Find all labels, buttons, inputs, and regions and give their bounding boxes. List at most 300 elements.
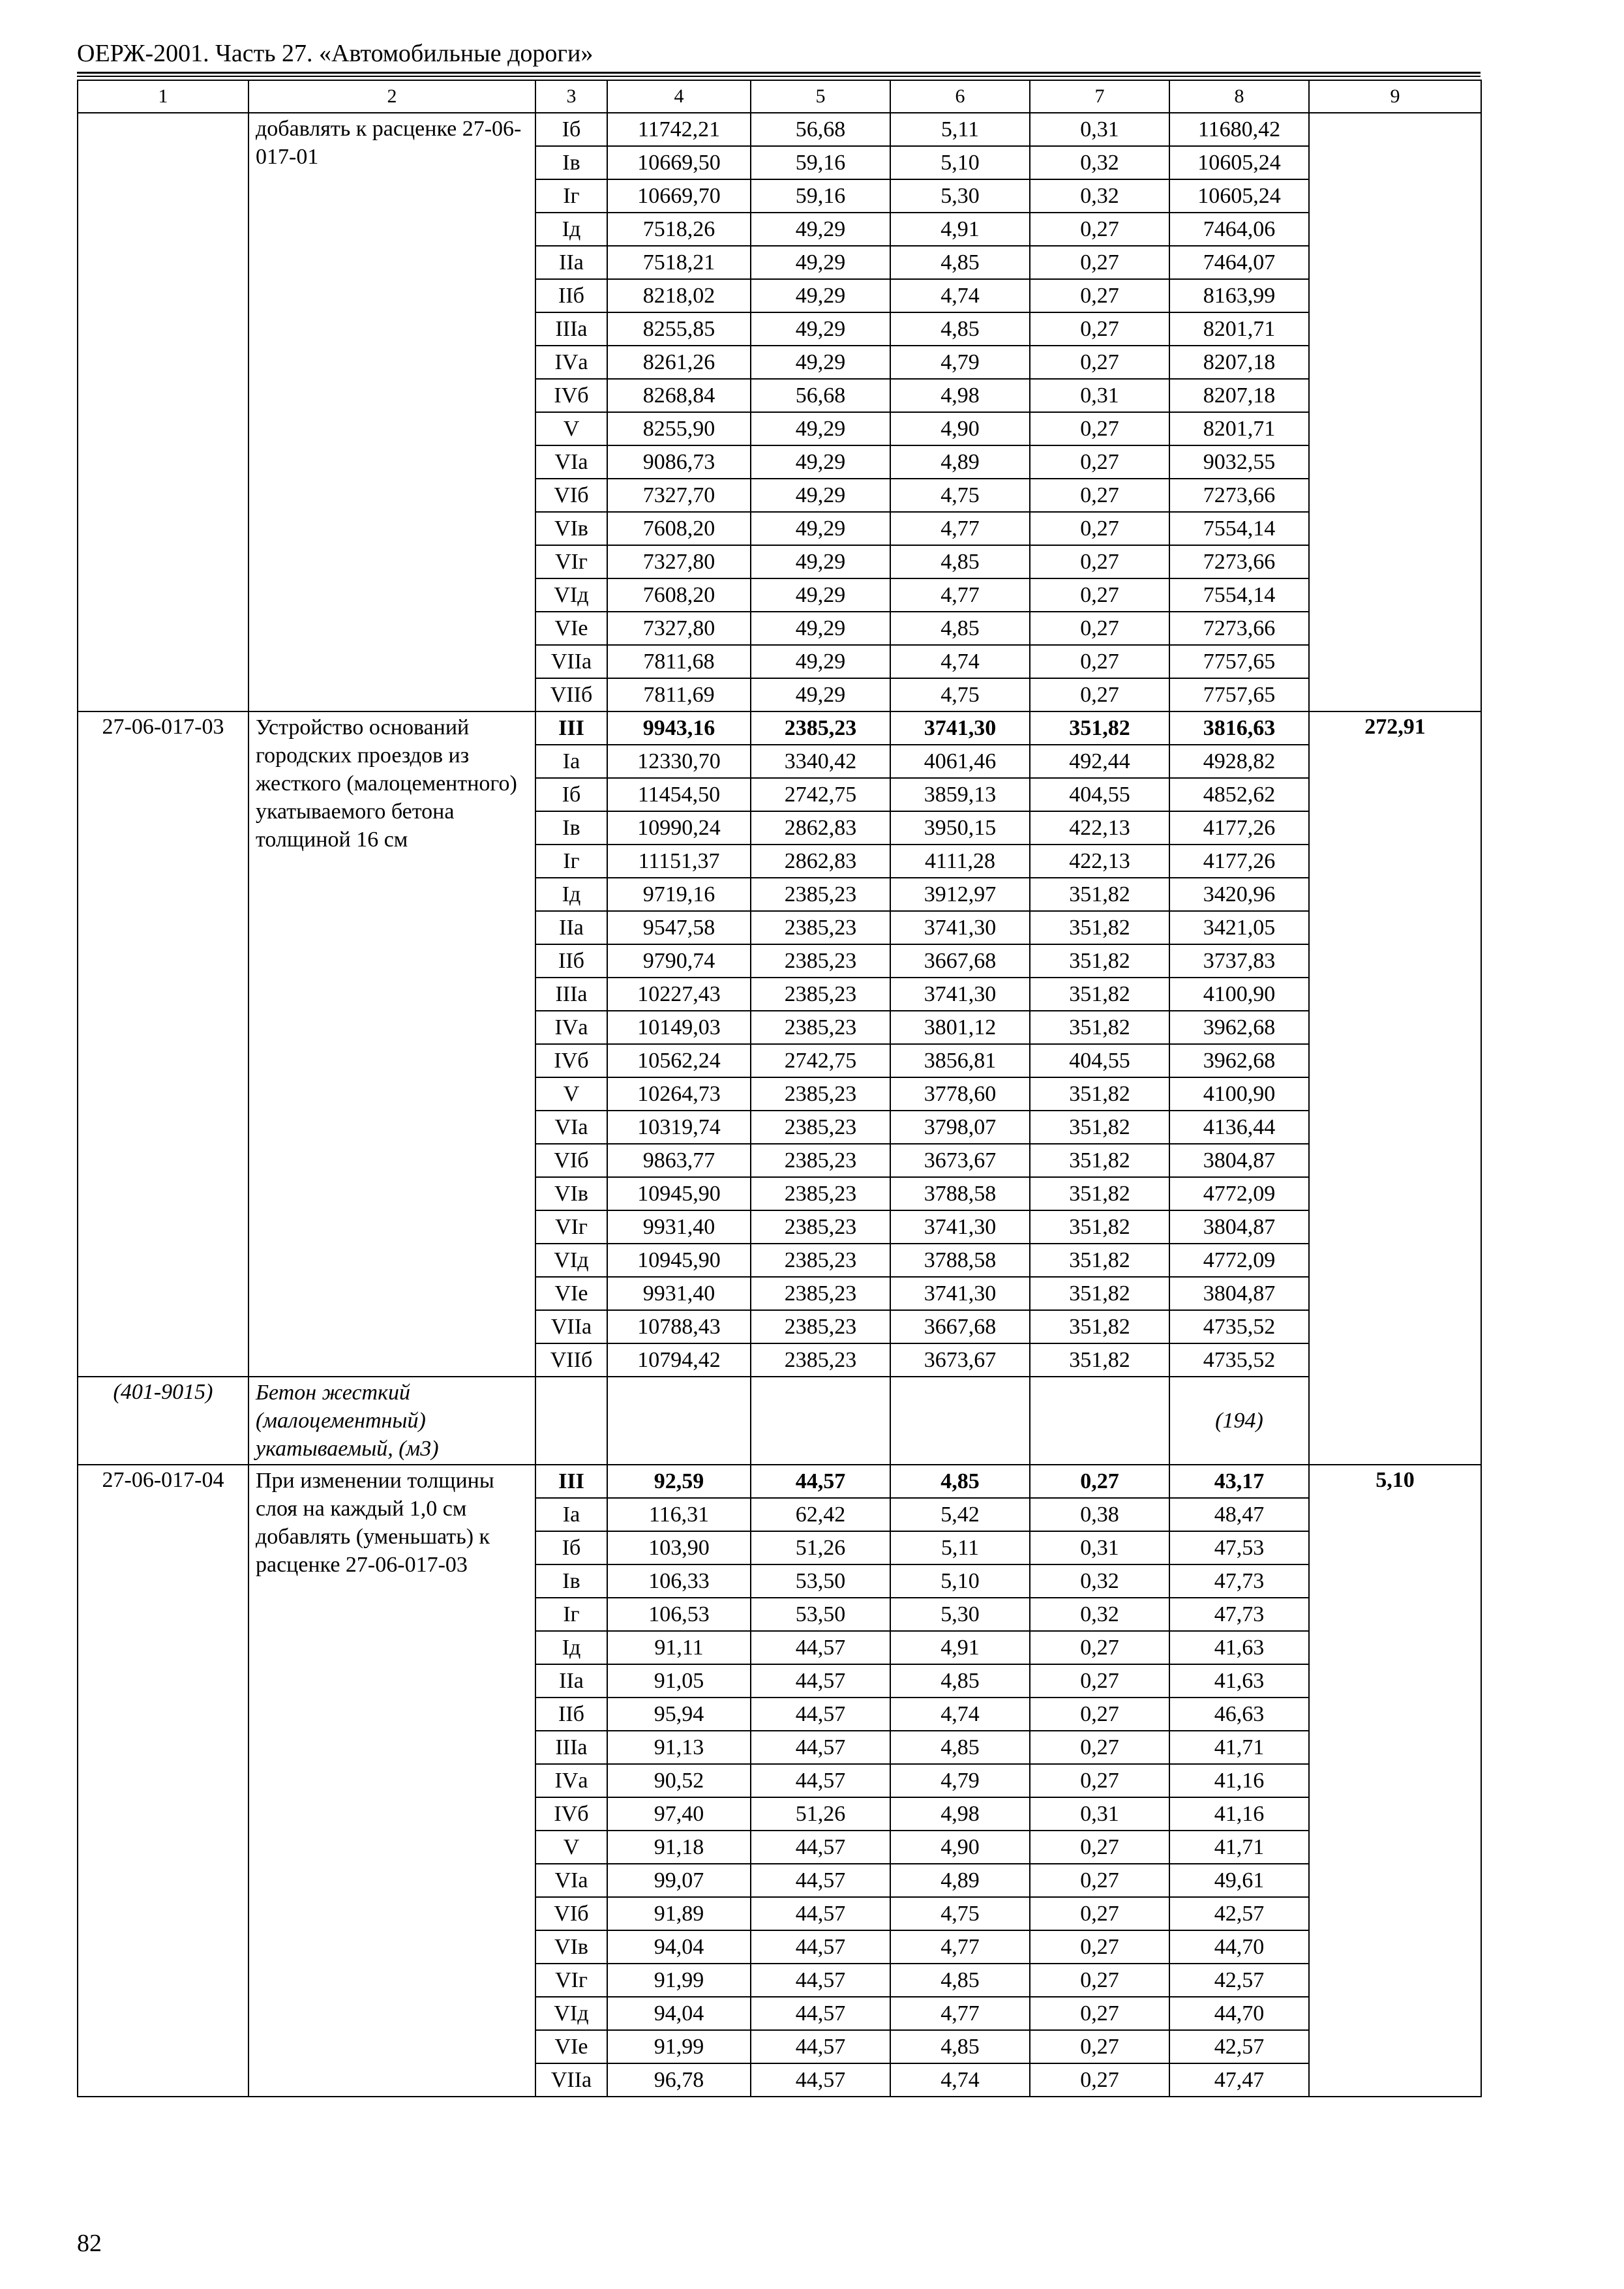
- value-cell-c6: 3741,30: [890, 978, 1030, 1011]
- value-cell-c4: 91,18: [607, 1831, 751, 1864]
- value-cell-c4: 91,11: [607, 1631, 751, 1664]
- value-cell-c4: 11454,50: [607, 778, 751, 811]
- value-cell-c5: 49,29: [751, 412, 890, 445]
- value-cell-c7: 0,27: [1030, 1964, 1169, 1997]
- zone-cell: VIг: [535, 1210, 607, 1244]
- value-cell-c8: 4772,09: [1169, 1244, 1309, 1277]
- value-cell-c4: 9943,16: [607, 711, 751, 745]
- value-cell-c8: 3804,87: [1169, 1277, 1309, 1310]
- zone-cell: V: [535, 1831, 607, 1864]
- value-cell-c7: 0,27: [1030, 246, 1169, 279]
- value-cell-c6: 4,75: [890, 1897, 1030, 1930]
- value-cell-c5: 49,29: [751, 612, 890, 645]
- rate-code: [78, 113, 248, 711]
- value-cell-c7: 351,82: [1030, 1077, 1169, 1111]
- value-cell-c7: 0,27: [1030, 678, 1169, 711]
- value-cell-c8: 41,71: [1169, 1831, 1309, 1864]
- column-number-row: [78, 80, 1481, 113]
- zone-cell: VIIа: [535, 2063, 607, 2097]
- rates-table: [77, 80, 1482, 2097]
- value-cell-c8: 8201,71: [1169, 412, 1309, 445]
- value-cell-c8: 47,47: [1169, 2063, 1309, 2097]
- value-cell-c5: 49,29: [751, 678, 890, 711]
- value-cell-c6: 4,74: [890, 279, 1030, 312]
- value-cell-c4: 106,33: [607, 1564, 751, 1598]
- value-cell-c4: 7327,80: [607, 612, 751, 645]
- value-cell-c7: 0,31: [1030, 1531, 1169, 1564]
- value-cell-c6: 4,89: [890, 445, 1030, 479]
- zone-cell: IIа: [535, 246, 607, 279]
- zone-cell: IVб: [535, 1797, 607, 1831]
- value-cell-c6: 3788,58: [890, 1177, 1030, 1210]
- zone-cell: Iв: [535, 811, 607, 845]
- value-cell-c8: 8201,71: [1169, 312, 1309, 346]
- value-cell-c7: 0,31: [1030, 379, 1169, 412]
- material-row: [78, 1377, 1481, 1465]
- value-cell-c5: 49,29: [751, 512, 890, 545]
- value-cell-c6: 4,77: [890, 578, 1030, 612]
- value-cell-c4: 7608,20: [607, 512, 751, 545]
- value-cell-c7: 351,82: [1030, 1343, 1169, 1377]
- zone-cell: Iб: [535, 1531, 607, 1564]
- value-cell-c6: 4,98: [890, 379, 1030, 412]
- empty-cell: [607, 1377, 751, 1465]
- value-cell-c7: 351,82: [1030, 978, 1169, 1011]
- value-cell-c8: 3421,05: [1169, 911, 1309, 944]
- value-cell-c6: 4,85: [890, 2030, 1030, 2063]
- value-cell-c7: 351,82: [1030, 1277, 1169, 1310]
- value-cell-c4: 92,59: [607, 1465, 751, 1498]
- value-cell-c4: 10264,73: [607, 1077, 751, 1111]
- column-number: 4: [607, 80, 751, 113]
- value-cell-c8: 3804,87: [1169, 1210, 1309, 1244]
- value-cell-c7: 0,27: [1030, 2063, 1169, 2097]
- value-cell-c5: 2742,75: [751, 778, 890, 811]
- value-cell-c4: 10945,90: [607, 1177, 751, 1210]
- value-cell-c4: 94,04: [607, 1930, 751, 1964]
- value-cell-c6: 5,11: [890, 113, 1030, 146]
- value-cell-c7: 351,82: [1030, 1210, 1169, 1244]
- value-cell-c5: 2385,23: [751, 1343, 890, 1377]
- value-cell-c5: 44,57: [751, 1631, 890, 1664]
- value-cell-c7: 0,27: [1030, 279, 1169, 312]
- value-cell-c7: 0,31: [1030, 1797, 1169, 1831]
- value-cell-c5: 2862,83: [751, 845, 890, 878]
- value-cell-c7: 0,27: [1030, 1897, 1169, 1930]
- value-cell-c5: 2385,23: [751, 1011, 890, 1044]
- zone-cell: Iа: [535, 1498, 607, 1531]
- value-cell-c7: 0,27: [1030, 213, 1169, 246]
- value-cell-c7: 351,82: [1030, 1244, 1169, 1277]
- col9-value: 5,10: [1309, 1465, 1481, 2097]
- value-cell-c8: 8207,18: [1169, 346, 1309, 379]
- value-cell-c8: 7273,66: [1169, 612, 1309, 645]
- value-cell-c6: 4,85: [890, 1465, 1030, 1498]
- value-cell-c8: 41,63: [1169, 1664, 1309, 1698]
- rate-description: Устройство оснований городских проездов из жесткого (малоцементного) укатываемого бетона толщиной 16 см: [248, 711, 535, 1377]
- value-cell-c6: 3856,81: [890, 1044, 1030, 1077]
- value-cell-c7: 0,27: [1030, 445, 1169, 479]
- value-cell-c7: 0,27: [1030, 1698, 1169, 1731]
- value-cell-c7: 0,27: [1030, 1930, 1169, 1964]
- value-cell-c8: 7273,66: [1169, 545, 1309, 578]
- value-cell-c5: 49,29: [751, 445, 890, 479]
- zone-cell: Iа: [535, 745, 607, 778]
- value-cell-c7: 351,82: [1030, 711, 1169, 745]
- zone-cell: V: [535, 1077, 607, 1111]
- value-cell-c4: 9931,40: [607, 1210, 751, 1244]
- table-row: [78, 113, 1481, 146]
- zone-cell: VIв: [535, 1177, 607, 1210]
- value-cell-c6: 3673,67: [890, 1144, 1030, 1177]
- zone-cell: IVб: [535, 379, 607, 412]
- value-cell-c6: 4,85: [890, 1964, 1030, 1997]
- value-cell-c5: 2385,23: [751, 1277, 890, 1310]
- zone-cell: VIIа: [535, 1310, 607, 1343]
- value-cell-c6: 4,77: [890, 1997, 1030, 2030]
- zone-cell: III: [535, 711, 607, 745]
- value-cell-c7: 0,32: [1030, 146, 1169, 179]
- column-number: 5: [751, 80, 890, 113]
- zone-cell: VIб: [535, 479, 607, 512]
- value-cell-c5: 53,50: [751, 1564, 890, 1598]
- value-cell-c6: 3741,30: [890, 1277, 1030, 1310]
- value-cell-c6: 4,91: [890, 1631, 1030, 1664]
- value-cell-c6: 3788,58: [890, 1244, 1030, 1277]
- value-cell-c5: 44,57: [751, 1864, 890, 1897]
- value-cell-c4: 11742,21: [607, 113, 751, 146]
- zone-cell: VIг: [535, 1964, 607, 1997]
- value-cell-c8: 48,47: [1169, 1498, 1309, 1531]
- value-cell-c4: 91,13: [607, 1731, 751, 1764]
- value-cell-c5: 2385,23: [751, 978, 890, 1011]
- value-cell-c5: 44,57: [751, 1764, 890, 1797]
- value-cell-c5: 2385,23: [751, 1144, 890, 1177]
- value-cell-c5: 49,29: [751, 479, 890, 512]
- value-cell-c7: 0,27: [1030, 312, 1169, 346]
- value-cell-c5: 2385,23: [751, 878, 890, 911]
- value-cell-c7: 0,27: [1030, 479, 1169, 512]
- value-cell-c4: 103,90: [607, 1531, 751, 1564]
- value-cell-c8: 3804,87: [1169, 1144, 1309, 1177]
- rate-code: 27-06-017-03: [78, 711, 248, 1377]
- zone-cell: IIа: [535, 1664, 607, 1698]
- value-cell-c4: 94,04: [607, 1997, 751, 2030]
- value-cell-c7: 351,82: [1030, 944, 1169, 978]
- zone-cell: IIIа: [535, 312, 607, 346]
- zone-cell: VIIа: [535, 645, 607, 678]
- value-cell-c4: 9863,77: [607, 1144, 751, 1177]
- value-cell-c4: 7327,80: [607, 545, 751, 578]
- zone-cell: VIд: [535, 1997, 607, 2030]
- value-cell-c8: 47,73: [1169, 1564, 1309, 1598]
- value-cell-c7: 0,27: [1030, 1631, 1169, 1664]
- value-cell-c8: 7757,65: [1169, 645, 1309, 678]
- zone-cell: IVб: [535, 1044, 607, 1077]
- value-cell-c8: 4735,52: [1169, 1343, 1309, 1377]
- value-cell-c5: 56,68: [751, 379, 890, 412]
- value-cell-c5: 59,16: [751, 146, 890, 179]
- material-description: Бетон жесткий (малоцементный) укатываемый, (м3): [248, 1377, 535, 1465]
- value-cell-c4: 97,40: [607, 1797, 751, 1831]
- value-cell-c4: 10794,42: [607, 1343, 751, 1377]
- empty-cell: [535, 1377, 607, 1465]
- value-cell-c6: 4,75: [890, 479, 1030, 512]
- table-row: [78, 711, 1481, 745]
- value-cell-c8: 3816,63: [1169, 711, 1309, 745]
- value-cell-c4: 106,53: [607, 1598, 751, 1631]
- value-cell-c5: 44,57: [751, 1731, 890, 1764]
- zone-cell: V: [535, 412, 607, 445]
- value-cell-c7: 351,82: [1030, 1111, 1169, 1144]
- value-cell-c8: 42,57: [1169, 1897, 1309, 1930]
- col9-value: 272,91: [1309, 711, 1481, 1465]
- value-cell-c7: 0,27: [1030, 545, 1169, 578]
- value-cell-c7: 0,31: [1030, 113, 1169, 146]
- value-cell-c5: 44,57: [751, 1831, 890, 1864]
- value-cell-c5: 44,57: [751, 1930, 890, 1964]
- value-cell-c8: 7464,06: [1169, 213, 1309, 246]
- value-cell-c6: 4,98: [890, 1797, 1030, 1831]
- page-header-title: ОЕРЖ-2001. Часть 27. «Автомобильные дороги»: [77, 40, 594, 67]
- value-cell-c4: 11151,37: [607, 845, 751, 878]
- value-cell-c5: 49,29: [751, 213, 890, 246]
- value-cell-c6: 4,77: [890, 512, 1030, 545]
- material-code: (401-9015): [78, 1377, 248, 1465]
- value-cell-c8: 43,17: [1169, 1465, 1309, 1498]
- value-cell-c8: 44,70: [1169, 1930, 1309, 1964]
- value-cell-c6: 4061,46: [890, 745, 1030, 778]
- value-cell-c8: 49,61: [1169, 1864, 1309, 1897]
- value-cell-c5: 49,29: [751, 346, 890, 379]
- value-cell-c6: 4,85: [890, 612, 1030, 645]
- value-cell-c7: 0,27: [1030, 2030, 1169, 2063]
- value-cell-c6: 4,90: [890, 412, 1030, 445]
- value-cell-c6: 5,42: [890, 1498, 1030, 1531]
- value-cell-c5: 44,57: [751, 1698, 890, 1731]
- column-number: 7: [1030, 80, 1169, 113]
- value-cell-c5: 49,29: [751, 246, 890, 279]
- header-rule-thick: [77, 72, 1481, 74]
- column-number: 1: [78, 80, 248, 113]
- zone-cell: VIе: [535, 612, 607, 645]
- zone-cell: IIб: [535, 944, 607, 978]
- column-number: 9: [1309, 80, 1481, 113]
- value-cell-c4: 8261,26: [607, 346, 751, 379]
- value-cell-c6: 4,77: [890, 1930, 1030, 1964]
- value-cell-c7: 0,27: [1030, 346, 1169, 379]
- zone-cell: VIа: [535, 1111, 607, 1144]
- value-cell-c8: 47,73: [1169, 1598, 1309, 1631]
- page-number: 82: [77, 2230, 102, 2257]
- column-number: 6: [890, 80, 1030, 113]
- value-cell-c8: 41,71: [1169, 1731, 1309, 1764]
- value-cell-c6: 3673,67: [890, 1343, 1030, 1377]
- zone-cell: VIд: [535, 1244, 607, 1277]
- value-cell-c6: 4,85: [890, 1664, 1030, 1698]
- value-cell-c5: 49,29: [751, 545, 890, 578]
- value-cell-c5: 49,29: [751, 279, 890, 312]
- value-cell-c7: 0,27: [1030, 1764, 1169, 1797]
- value-cell-c4: 90,52: [607, 1764, 751, 1797]
- value-cell-c6: 3667,68: [890, 944, 1030, 978]
- value-cell-c5: 2385,23: [751, 1244, 890, 1277]
- value-cell-c7: 0,32: [1030, 1564, 1169, 1598]
- value-cell-c7: 351,82: [1030, 1310, 1169, 1343]
- zone-cell: IVа: [535, 346, 607, 379]
- zone-cell: VIб: [535, 1144, 607, 1177]
- value-cell-c4: 10227,43: [607, 978, 751, 1011]
- value-cell-c6: 4,85: [890, 246, 1030, 279]
- value-cell-c6: 3741,30: [890, 911, 1030, 944]
- zone-cell: Iд: [535, 1631, 607, 1664]
- zone-cell: VIв: [535, 512, 607, 545]
- rate-description: добавлять к расценке 27-06-017-01: [248, 113, 535, 711]
- value-cell-c8: 10605,24: [1169, 179, 1309, 213]
- value-cell-c5: 2742,75: [751, 1044, 890, 1077]
- value-cell-c8: 4735,52: [1169, 1310, 1309, 1343]
- empty-cell: [1030, 1377, 1169, 1465]
- material-c8: (194): [1169, 1377, 1309, 1465]
- zone-cell: Iд: [535, 213, 607, 246]
- value-cell-c7: 351,82: [1030, 878, 1169, 911]
- value-cell-c8: 4177,26: [1169, 845, 1309, 878]
- value-cell-c5: 44,57: [751, 1997, 890, 2030]
- value-cell-c6: 3667,68: [890, 1310, 1030, 1343]
- rates-table-body: [78, 113, 1481, 2097]
- value-cell-c4: 10149,03: [607, 1011, 751, 1044]
- value-cell-c7: 422,13: [1030, 811, 1169, 845]
- value-cell-c4: 7327,70: [607, 479, 751, 512]
- zone-cell: IIIа: [535, 978, 607, 1011]
- value-cell-c8: 42,57: [1169, 1964, 1309, 1997]
- zone-cell: IIа: [535, 911, 607, 944]
- value-cell-c4: 91,99: [607, 2030, 751, 2063]
- value-cell-c5: 56,68: [751, 113, 890, 146]
- value-cell-c4: 8255,90: [607, 412, 751, 445]
- value-cell-c5: 44,57: [751, 2063, 890, 2097]
- zone-cell: IIб: [535, 279, 607, 312]
- value-cell-c5: 44,57: [751, 1897, 890, 1930]
- value-cell-c4: 7811,68: [607, 645, 751, 678]
- value-cell-c6: 4,74: [890, 1698, 1030, 1731]
- value-cell-c7: 0,27: [1030, 1997, 1169, 2030]
- value-cell-c8: 46,63: [1169, 1698, 1309, 1731]
- value-cell-c8: 7554,14: [1169, 578, 1309, 612]
- value-cell-c5: 59,16: [751, 179, 890, 213]
- value-cell-c5: 53,50: [751, 1598, 890, 1631]
- value-cell-c4: 91,99: [607, 1964, 751, 1997]
- value-cell-c5: 49,29: [751, 578, 890, 612]
- value-cell-c7: 422,13: [1030, 845, 1169, 878]
- zone-cell: VIе: [535, 1277, 607, 1310]
- zone-cell: Iв: [535, 1564, 607, 1598]
- value-cell-c8: 4136,44: [1169, 1111, 1309, 1144]
- value-cell-c5: 44,57: [751, 1964, 890, 1997]
- value-cell-c6: 4,85: [890, 545, 1030, 578]
- value-cell-c4: 99,07: [607, 1864, 751, 1897]
- value-cell-c6: 4,90: [890, 1831, 1030, 1864]
- value-cell-c6: 5,11: [890, 1531, 1030, 1564]
- value-cell-c8: 8207,18: [1169, 379, 1309, 412]
- value-cell-c4: 9086,73: [607, 445, 751, 479]
- col9-value: [1309, 113, 1481, 711]
- value-cell-c4: 95,94: [607, 1698, 751, 1731]
- zone-cell: IIб: [535, 1698, 607, 1731]
- value-cell-c7: 0,27: [1030, 512, 1169, 545]
- value-cell-c4: 116,31: [607, 1498, 751, 1531]
- value-cell-c5: 2385,23: [751, 1111, 890, 1144]
- zone-cell: IVа: [535, 1764, 607, 1797]
- value-cell-c8: 44,70: [1169, 1997, 1309, 2030]
- value-cell-c6: 4,85: [890, 312, 1030, 346]
- value-cell-c6: 4,79: [890, 1764, 1030, 1797]
- value-cell-c7: 351,82: [1030, 1011, 1169, 1044]
- empty-cell: [751, 1377, 890, 1465]
- value-cell-c5: 51,26: [751, 1797, 890, 1831]
- value-cell-c8: 4928,82: [1169, 745, 1309, 778]
- value-cell-c4: 91,89: [607, 1897, 751, 1930]
- value-cell-c8: 3962,68: [1169, 1011, 1309, 1044]
- value-cell-c8: 7554,14: [1169, 512, 1309, 545]
- value-cell-c5: 49,29: [751, 312, 890, 346]
- value-cell-c4: 10788,43: [607, 1310, 751, 1343]
- value-cell-c4: 10669,50: [607, 146, 751, 179]
- zone-cell: VIа: [535, 445, 607, 479]
- value-cell-c7: 0,27: [1030, 578, 1169, 612]
- value-cell-c7: 0,27: [1030, 1731, 1169, 1764]
- value-cell-c5: 44,57: [751, 2030, 890, 2063]
- value-cell-c8: 47,53: [1169, 1531, 1309, 1564]
- value-cell-c7: 0,27: [1030, 1465, 1169, 1498]
- zone-cell: Iг: [535, 179, 607, 213]
- value-cell-c7: 0,32: [1030, 179, 1169, 213]
- value-cell-c6: 5,10: [890, 1564, 1030, 1598]
- value-cell-c5: 51,26: [751, 1531, 890, 1564]
- value-cell-c6: 5,30: [890, 1598, 1030, 1631]
- value-cell-c5: 44,57: [751, 1465, 890, 1498]
- value-cell-c5: 2385,23: [751, 711, 890, 745]
- value-cell-c6: 4,91: [890, 213, 1030, 246]
- value-cell-c6: 5,10: [890, 146, 1030, 179]
- zone-cell: VIIб: [535, 678, 607, 711]
- zone-cell: Iг: [535, 1598, 607, 1631]
- value-cell-c6: 3741,30: [890, 1210, 1030, 1244]
- value-cell-c5: 49,29: [751, 645, 890, 678]
- value-cell-c5: 2385,23: [751, 1310, 890, 1343]
- zone-cell: VIб: [535, 1897, 607, 1930]
- zone-cell: Iв: [535, 146, 607, 179]
- column-number: 8: [1169, 80, 1309, 113]
- value-cell-c4: 96,78: [607, 2063, 751, 2097]
- value-cell-c8: 10605,24: [1169, 146, 1309, 179]
- value-cell-c4: 9790,74: [607, 944, 751, 978]
- zone-cell: VIа: [535, 1864, 607, 1897]
- value-cell-c5: 2385,23: [751, 1077, 890, 1111]
- value-cell-c4: 7518,21: [607, 246, 751, 279]
- value-cell-c7: 351,82: [1030, 911, 1169, 944]
- value-cell-c4: 10669,70: [607, 179, 751, 213]
- value-cell-c4: 91,05: [607, 1664, 751, 1698]
- value-cell-c8: 7464,07: [1169, 246, 1309, 279]
- value-cell-c7: 0,27: [1030, 1831, 1169, 1864]
- zone-cell: IVа: [535, 1011, 607, 1044]
- empty-cell: [890, 1377, 1030, 1465]
- value-cell-c4: 10319,74: [607, 1111, 751, 1144]
- value-cell-c8: 3420,96: [1169, 878, 1309, 911]
- value-cell-c8: 4177,26: [1169, 811, 1309, 845]
- value-cell-c8: 7273,66: [1169, 479, 1309, 512]
